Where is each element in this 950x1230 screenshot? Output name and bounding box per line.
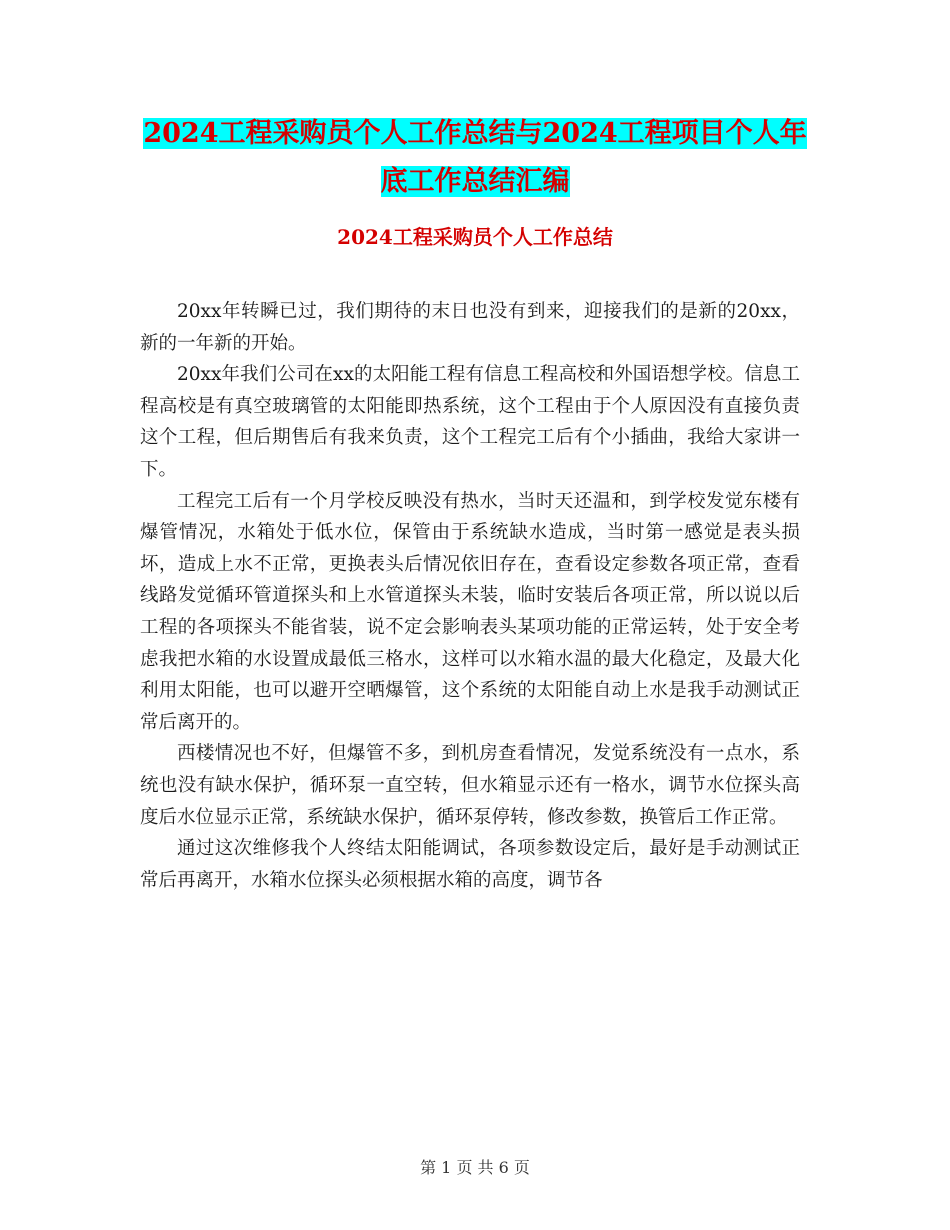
- document-title-line2: 底工作总结汇编: [380, 166, 570, 197]
- body-text: [140, 296, 800, 896]
- paragraph: 通过这次维修我个人终结太阳能调试，各项参数设定后，最好是手动测试正常后再离开，水箱水位探头必须根据水箱的高度，调节各: [140, 838, 800, 891]
- paragraph: 20xx年转瞬已过，我们期待的末日也没有到来，迎接我们的是新的20xx，新的一年新的开始。: [140, 301, 800, 354]
- document-title: [140, 110, 810, 206]
- paragraph: 20xx年我们公司在xx的太阳能工程有信息工程高校和外国语想学校。信息工程高校是有真空玻璃管的太阳能即热系统，这个工程由于个人原因没有直接负责这个工程，但后期售后有我来负责，这个工程完工后有个小插曲，我给大家讲一下。: [140, 364, 800, 480]
- page-number-footer: 第 1 页 共 6 页: [420, 1158, 530, 1177]
- section-title: 2024工程采购员个人工作总结: [337, 225, 613, 249]
- paragraph: 工程完工后有一个月学校反映没有热水，当时天还温和，到学校发觉东楼有爆管情况，水箱处于低水位，保管由于系统缺水造成，当时第一感觉是表头损坏，造成上水不正常，更换表头后情况依旧存在，查看设定参数各项正常，查看线路发觉循环管道探头和上水管道探头未装，临时安装后各项正常，所以说以后工程的各项探头不能省装，说不定会影响表头某项功能的正常运转，处于安全考虑我把水箱的水设置成最低三格水，这样可以水箱水温的最大化稳定，及最大化利用太阳能，也可以避开空晒爆管，这个系统的太阳能自动上水是我手动测试正常后离开的。: [140, 490, 800, 733]
- document-title-line1: 2024工程采购员个人工作总结与2024工程项目个人年: [143, 118, 807, 149]
- paragraph: 西楼情况也不好，但爆管不多，到机房查看情况，发觉系统没有一点水，系统也没有缺水保护，循环泵一直空转，但水箱显示还有一格水，调节水位探头高度后水位显示正常，系统缺水保护，循环泵停转，修改参数，换管后工作正常。: [140, 743, 800, 828]
